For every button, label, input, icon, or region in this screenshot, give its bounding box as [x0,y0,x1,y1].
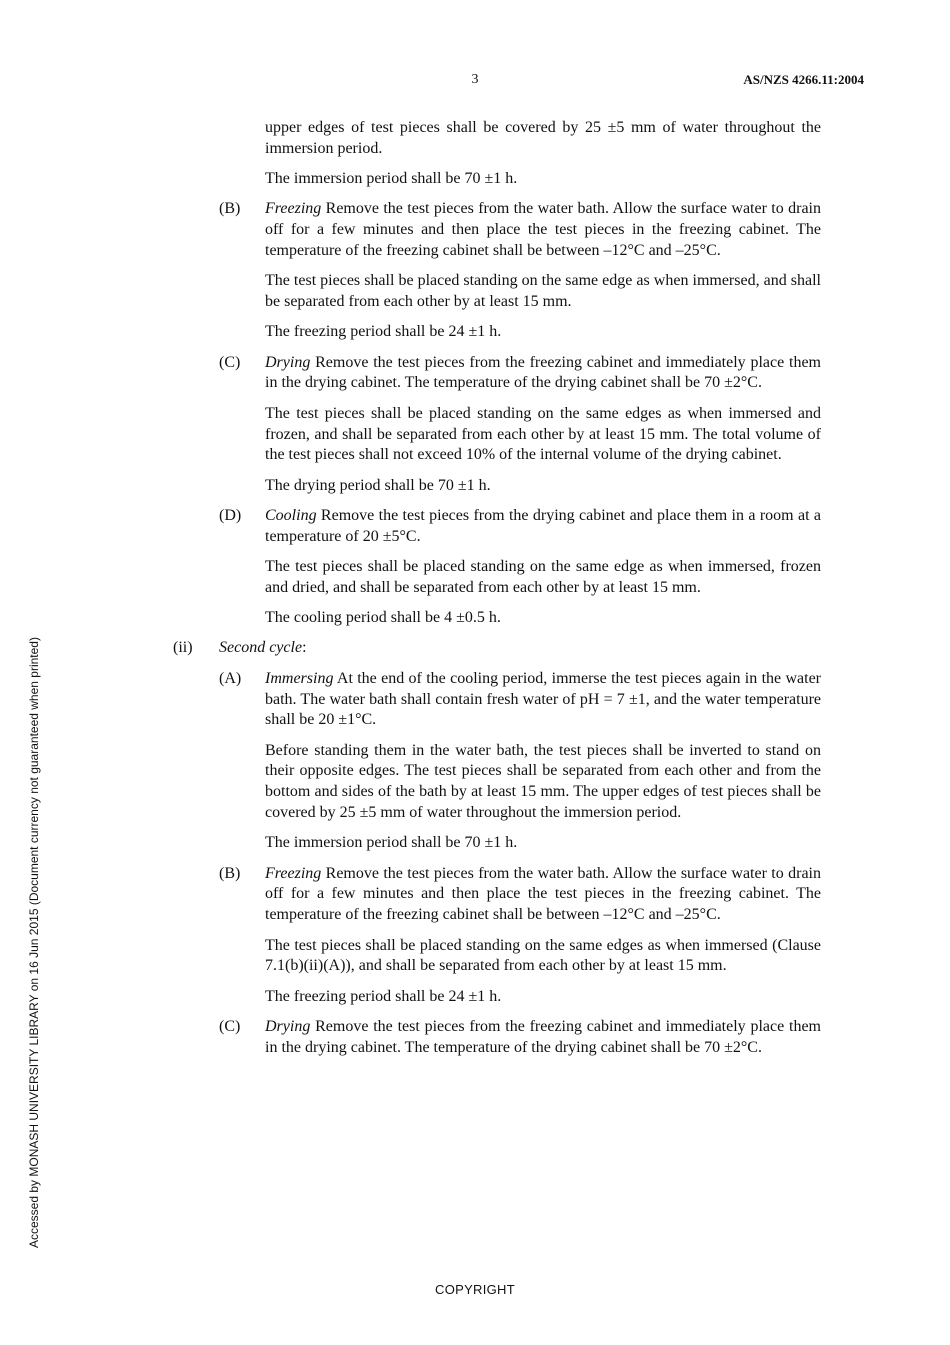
paragraph: The immersion period shall be 70 ±1 h. [265,834,518,852]
clause-c-drying-2 [219,1017,821,1059]
clause-a-immersing-2 [219,669,821,731]
paragraph: The test pieces shall be placed standing on the same edges as when immersed (Clause 7.1(b)(ii)(A)), and shall be separated from each other by at least 15 mm. [265,936,821,975]
clause-label: (ii) [173,639,193,657]
paragraph: The test pieces shall be placed standing on the same edge as when immersed, and shall be separated from each other by at least 15 mm. [265,272,821,311]
clause-text: Remove the test pieces from the drying cabinet and place them in a room at a temperature of 20 ±5°C. [265,506,821,545]
clause-ii-second-cycle [173,638,950,659]
clause-label: (C) [219,1017,241,1035]
standard-identifier: AS/NZS 4266.11:2004 [743,72,864,87]
clause-suffix: : [302,639,307,657]
clause-b-freezing-2 [219,864,821,926]
clause-title: Drying [265,353,311,371]
clause-title: Freezing [265,864,322,882]
immersion-period-paragraph: The immersion period shall be 70 ±1 h. [265,170,518,188]
clause-title: Freezing [265,200,322,218]
clause-text: Remove the test pieces from the water bath. Allow the surface water to drain off for a few minutes and then place the test pieces in the freezing cabinet. The temperature of the freezing cabinet shall be between –12°C and –25°C. [265,200,821,259]
clause-title: Second cycle [219,639,303,657]
document-body [0,118,950,1068]
clause-title: Cooling [265,506,317,524]
clause-b-freezing-1 [219,199,821,261]
continued-paragraph: upper edges of test pieces shall be covered by 25 ±5 mm of water throughout the immersion period. [265,119,821,157]
paragraph: Before standing them in the water bath, the test pieces shall be inverted to stand on their opposite edges. The test pieces shall be separated from each other and from the bottom and sides of the bath by at least 15 mm. The upper edges of test pieces shall be covered by 25 ±5 mm of water throughout the immersion period. [265,741,821,822]
clause-c-drying-1 [219,353,821,395]
clause-label: (C) [219,353,241,371]
page-number: 3 [471,72,479,87]
paragraph: The test pieces shall be placed standing on the same edge as when immersed, frozen and dried, and shall be separated from each other by at least 15 mm. [265,558,821,596]
clause-d-cooling [219,506,821,548]
paragraph: The freezing period shall be 24 ±1 h. [265,987,502,1005]
clause-text: Remove the test pieces from the water bath. Allow the surface water to drain off for a few minutes and then place the test pieces in the freezing cabinet. The temperature of the freezing cabinet shall be between –12°C and –25°C. [265,864,821,924]
clause-label: (B) [219,200,241,218]
clause-text: At the end of the cooling period, immerse the test pieces again in the water bath. The water bath shall contain fresh water of pH = 7 ±1, and the water temperature shall be 20 ±1°C. [265,669,821,729]
access-watermark: Accessed by MONASH UNIVERSITY LIBRARY on 16 Jun 2015 (Document currency not guaranteed when printed) [27,637,41,1248]
clause-title: Drying [265,1017,311,1035]
copyright-footer: COPYRIGHT [435,1282,515,1297]
clause-text: Remove the test pieces from the freezing cabinet and immediately place them in the drying cabinet. The temperature of the drying cabinet shall be 70 ±2°C. [265,353,821,392]
clause-label: (B) [219,864,241,882]
clause-text: Remove the test pieces from the freezing cabinet and immediately place them in the drying cabinet. The temperature of the drying cabinet shall be 70 ±2°C. [265,1017,821,1056]
paragraph: The freezing period shall be 24 ±1 h. [265,323,502,341]
clause-label: (D) [219,506,242,524]
clause-label: (A) [219,669,242,687]
paragraph: The drying period shall be 70 ±1 h. [265,476,491,494]
paragraph: The cooling period shall be 4 ±0.5 h. [265,609,501,627]
clause-title: Immersing [265,669,334,687]
paragraph: The test pieces shall be placed standing on the same edges as when immersed and frozen, and shall be separated from each other by at least 15 mm. The total volume of the test pieces shall not exceed 10% of the internal volume of the drying cabinet. [265,404,821,464]
